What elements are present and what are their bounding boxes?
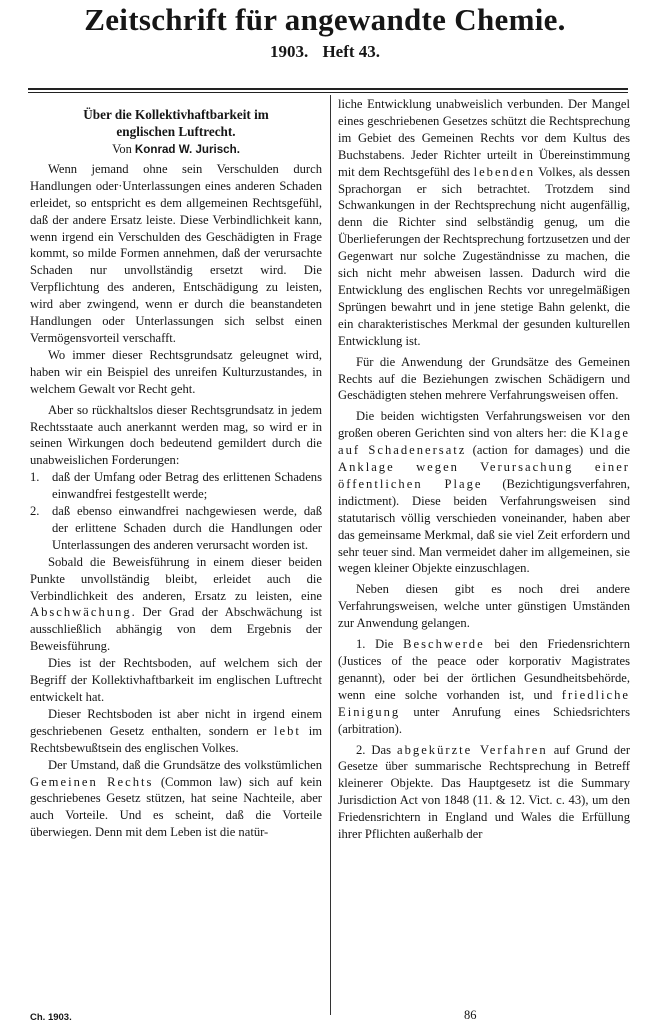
paragraph: Neben diesen gibt es noch drei andere Verfahrungsweisen, welche unter günstigen Umständen zur Anwendung gelangen. — [338, 582, 630, 631]
issue-number: Heft 43. — [322, 42, 381, 61]
spaced-emphasis: lebenden — [473, 164, 536, 179]
list-text: daß der Umfang oder Betrag des erlittenen Schadens einwandfrei festgestellt werde; — [52, 470, 322, 502]
spaced-emphasis: lebt — [274, 723, 301, 738]
list-text: daß ebenso einwandfrei nachgewiesen werde, daß der erlittene Schaden durch die Handlungen oder Unterlassungen des anderen verursacht worden ist. — [52, 504, 322, 552]
journal-title: Zeitschrift für angewandte Chemie. — [84, 2, 566, 37]
text-run: liche Entwicklung unabweislich verbunden. Der Mangel eines geschriebenen Gesetzes schützt die Rechtsprechung im Gebiet des Gemeinen Rechts vor dem Kultus des Buchstabens. Jeder Richter urteilt in Übereinstimmung mit dem Rechtsgefühl des — [338, 97, 630, 179]
left-column — [30, 107, 322, 841]
article-title — [30, 107, 322, 140]
paragraph — [338, 742, 630, 843]
spaced-emphasis: Klage auf Schadenersatz — [338, 426, 631, 458]
text-run: Dieser Rechtsboden ist aber nicht in irgend einem geschriebenen Gesetz enthalten, sondern er — [30, 706, 322, 738]
paragraph: Wo immer dieser Rechtsgrundsatz geleugnet wird, haben wir ein Beispiel des unreifen Kulturzustandes, in welchem Gewalt vor Recht geht. — [30, 347, 322, 396]
text-run: 2. Das — [356, 742, 392, 757]
list-number: 2. — [30, 504, 40, 519]
footer-signature-mark: Ch. 1903. — [30, 1012, 72, 1023]
article-title-line1: Über die Kollektivhaftbarkeit im — [83, 107, 269, 122]
list-number: 1. — [30, 470, 40, 485]
paragraph: Wenn jemand ohne sein Verschulden durch Handlungen oder·Unterlassungen eines anderen Schaden erleidet, so entspricht es dem allgemeinen Rechtsgefühl, daß der andere Ersatz leiste. Diese Verbindlichkeit kann, wenn irgend ein Verschulden des Geschädigten in Frage kommt, so milde Formen annehmen, daß der verursachte Schaden nur unvollständig ersetzt wird. Die Verpflichtung des anderen, Entschädigung zu leisten, wird aber zwingend, wenn er durch die beanstandeten Handlungen oder Unterlassungen sich selbst einen Vermögensvorteil verschafft. — [30, 161, 322, 345]
paragraph — [338, 408, 630, 577]
right-column — [338, 96, 630, 843]
paragraph — [30, 554, 322, 655]
text-run: im Rechtsbewußtsein des englischen Volkes. — [30, 723, 322, 755]
byline-prefix: Von — [112, 142, 132, 156]
spaced-emphasis: Abschwächung — [30, 605, 132, 620]
issue-year: 1903. — [269, 42, 309, 61]
text-run: auf Grund der Gesetze über summarische Rechtsprechung in Betreff kleinerer Objekte. Das Hauptgesetz ist die Summary Jurisdiction Act von 1848 (11. & 12. Vict. c. 43), um den Friedensrichtern in England und Wales die Erfüllung ihrer Pflichten außerhalb der — [338, 742, 631, 842]
page-number: 86 — [464, 1008, 477, 1022]
issue-line — [0, 42, 650, 62]
text-run: 1. Die — [356, 637, 394, 652]
spaced-emphasis: Gemeinen Rechts — [30, 774, 154, 789]
text-run: Sobald die Beweisführung in einem dieser beiden Punkte unvollständig bleibt, erleidet auch die Verbindlichkeit des anderen, Ersatz zu leisten, eine — [30, 554, 322, 603]
text-run: Die beiden wichtigsten Verfahrungsweisen vor den großen oberen Gerichten sind von alters her: die — [338, 409, 630, 441]
paragraph: Dies ist der Rechtsboden, auf welchem sich der Begriff der Kollektivhaftbarkeit im englischen Luftrecht entwickelt hat. — [30, 656, 322, 704]
paragraph: Für die Anwendung der Grundsätze des Gemeinen Rechts auf die Beziehungen zwischen Schädigern und Geschädigten stehen mehrere Verfahrungsweisen offen. — [338, 354, 630, 403]
text-run: . Der Grad der Abschwächung ist ausschließlich abhängig von dem Ergebnis der Beweisführung. — [30, 605, 322, 654]
paragraph — [30, 706, 322, 757]
list-item — [30, 503, 322, 554]
paragraph: Aber so rückhaltslos dieser Rechtsgrundsatz in jedem Rechtsstaate auch anerkannt werden mag, so wird er in seinen Wirkungen doch bedeutend gemildert durch die unabweislichen Forderungen: — [30, 402, 322, 468]
header-rule-thick — [28, 88, 628, 90]
text-run: bei den Friedensrichtern (Justices of the peace oder korporativ Magistrates genannt), oder bei der örtlichen Gesundheitsbehörde, wenn eine solche vorhanden ist, und — [338, 637, 630, 702]
spaced-emphasis: Anklage wegen Verursachung einer öffentlichen Plage — [338, 460, 630, 491]
paragraph — [30, 757, 322, 842]
paragraph — [338, 636, 630, 737]
column-divider — [330, 95, 331, 1015]
author-name: Konrad W. Jurisch. — [134, 143, 240, 156]
paragraph — [338, 96, 630, 350]
byline — [30, 141, 322, 159]
spaced-emphasis: friedliche Einigung — [338, 687, 630, 719]
text-run: (action for damages) und die — [472, 443, 630, 458]
list-item — [30, 469, 322, 503]
spaced-emphasis: abgekürzte Verfahren — [397, 742, 548, 757]
text-run: Volkes, als dessen Sprachorgan er sich betrachtet. Trotzdem sind Schwankungen in der Rechtsprechung nicht augenfällig, denn die Richter sind selbständig genug, um die Überlieferungen der Rechtsprechung fortzusetzen und der Gegenwart nur solche Zugeständnisse zu machen, die sich nicht mehr abweisen lassen. Dadurch wird die Entwicklung des englischen Rechts vor unregelmäßigen Sprüngen bewahrt und in jene stetige Bahn gelenkt, die ein charakteristisches Merkmal der gesunden kulturellen Entwicklung ist. — [338, 164, 630, 348]
text-run: (Bezichtigungsverfahren, indictment). Diese beiden Verfahrungsweisen sind statutarisch völlig verschieden voneinander, haben aber das gemeinsame Merkmal, daß sie viel Zeit erfordern und sehr teuer sind. Man vermeidet daher im allgemeinen, sie wegen kleiner Objekte einzuschlagen. — [338, 476, 630, 576]
spaced-emphasis: Beschwerde — [403, 637, 485, 652]
article-title-line2: englischen Luftrecht. — [116, 123, 236, 139]
text-run: (Common law) sich auf kein geschriebenes Gesetz stützen, hat seine Nachteile, aber auch Vorteile. Und es scheint, daß die Vorteile überwiegen. Denn mit dem Leben ist die natür- — [30, 774, 322, 840]
text-run: unter Anrufung eines Schiedsrichters (arbitration). — [338, 704, 630, 736]
header-rule-thin — [28, 92, 628, 93]
text-run: Der Umstand, daß die Grundsätze des volkstümlichen — [48, 757, 322, 772]
